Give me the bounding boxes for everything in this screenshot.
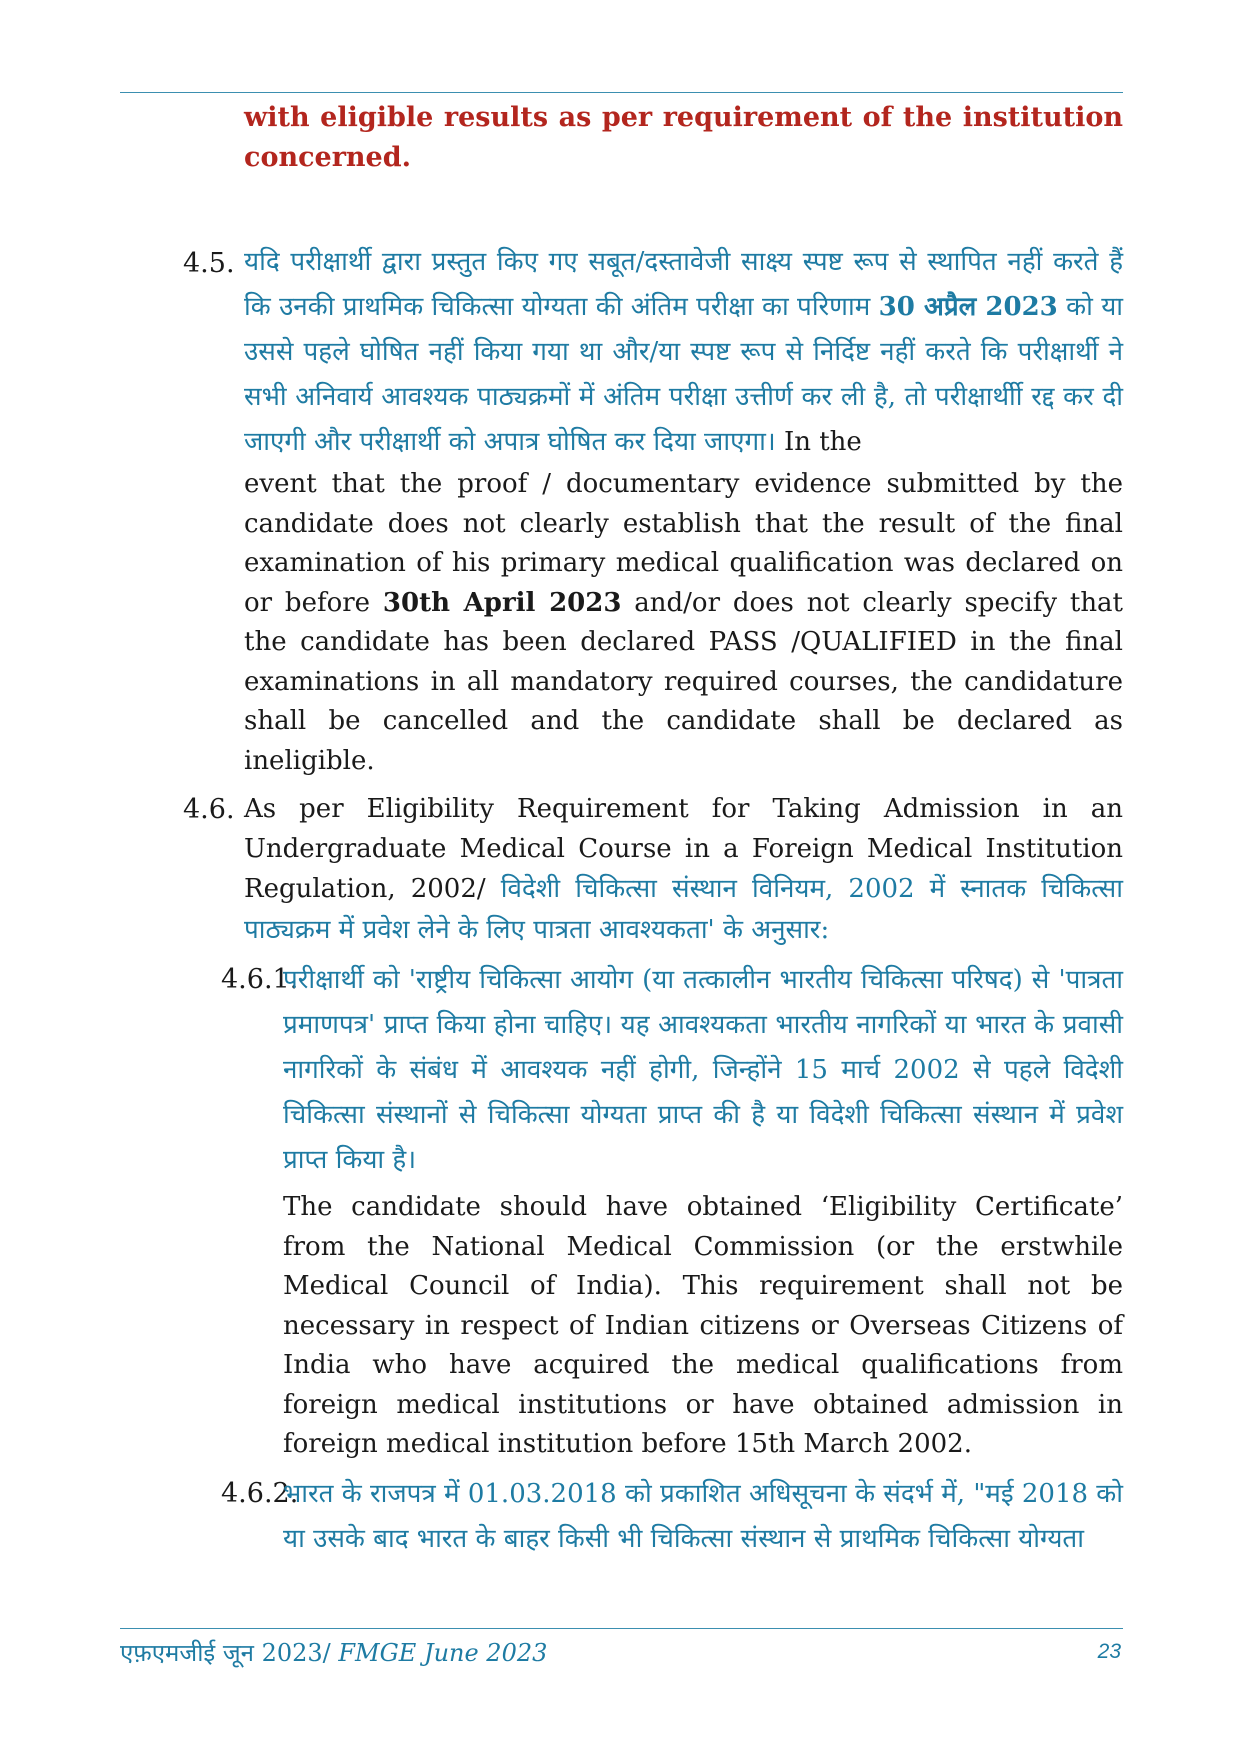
section-4-6-body xyxy=(244,790,1123,946)
s45-english-a: In the xyxy=(775,427,862,457)
page-number: 23 xyxy=(1097,1640,1121,1663)
section-4-6-1-hindi: परीक्षार्थी को 'राष्ट्रीय चिकित्सा आयोग (या तत्कालीन भारतीय चिकित्सा परिषद) से 'पात्रता प्रमाणपत्र' प्राप्त किया होना चाहिए। यह आवश्यकता भारतीय नागरिकों या भारत के प्रवासी नागरिकों के संबंध में आवश्यक नहीं होगी, जिन्होंने 15 मार्च 2002 से पहले विदेशी चिकित्सा संस्थानों से चिकित्सा योग्यता प्राप्त की है या विदेशी चिकित्सा संस्थान में प्रवेश प्राप्त किया है। xyxy=(283,965,1124,1175)
section-4-5-english xyxy=(244,465,1123,781)
s45-english-bold-prefix: event that the proof / documentary evidence submitted by the candidate does not clearly establish that the result of the final examination of his primary medical qualification was declared on or before xyxy=(244,469,1123,618)
section-4-5-body xyxy=(244,240,1123,465)
section-4-6-1-number: 4.6.1. xyxy=(221,964,299,995)
section-4-6-1-english: The candidate should have obtained ‘Eligibility Certificate’ from the National Medical Commission (or the erstwhile Medical Council of India). This requirement shall not be necessary in respect of Indian citizens or Overseas Citizens of India who have acquired the medical qualifications from foreign medical institutions or have obtained admission in foreign medical institution before 15th March 2002. xyxy=(283,1192,1123,1459)
section-4-6-number: 4.6. xyxy=(183,794,235,825)
s45-hindi-b: को या उससे पहले घोषित नहीं किया गया था और/या स्पष्ट रूप से निर्दिष्ट नहीं करते कि परीक्षार्थी ने सभी अनिवार्य आवश्यक पाठ्यक्रमों में अंतिम परीक्षा उत्तीर्ण कर ली है, तो परीक्षार्थीी रद्द कर दी जाएगी और परीक्षार्थी को अपात्र घोषित कर दिया जाएगा। xyxy=(244,292,1124,457)
s46-english: As per Eligibility Requirement for Taking Admission in an Undergraduate Medical Course in a Foreign Medical Institution Regulation, 2002/ xyxy=(244,794,1123,904)
s46-hindi: विदेशी चिकित्सा संस्थान विनियम, 2002 में स्नातक चिकित्सा पाठ्यक्रम में प्रवेश लेने के लिए पात्रता आवश्यकता' के अनुसार: xyxy=(244,874,1123,945)
section-4-5-number: 4.5. xyxy=(183,248,235,279)
footer-rule xyxy=(120,1628,1123,1629)
footer-english: FMGE June 2023 xyxy=(330,1639,548,1667)
s45-english-bold: 30th April 2023 xyxy=(382,587,622,618)
s45-english-b: and/or does not clearly specify that the candidate has been declared PASS /QUALIFIED in the final examinations in all mandatory required courses, the candidature shall be cancelled and the candidate shall be declared as ineligible. xyxy=(244,587,1124,776)
s45-hindi-a: यदि परीक्षार्थी द्वारा प्रस्तुत किए गए सबूत/दस्तावेजी साक्ष्य स्पष्ट रूप से स्थापित नहीं करते हैं कि उनकी प्राथमिक चिकित्सा योग्यता की अंतिम परीक्षा का परिणाम xyxy=(244,247,1123,322)
section-4-6-2-hindi: भारत के राजपत्र में 01.03.2018 को प्रकाशित अधिसूचना के संदर्भ में, "मई 2018 को या उसके बाद भारत के बाहर किसी भी चिकित्सा संस्थान से प्राथमिक चिकित्सा योग्यता xyxy=(283,1479,1123,1554)
continuation-text: with eligible results as per requirement of the institution concerned. xyxy=(244,102,1123,173)
header-rule xyxy=(120,92,1123,93)
footer-hindi: एफ़एमजीई जून 2023/ xyxy=(120,1639,331,1667)
s45-hindi-bold: 30 अप्रैल 2023 xyxy=(878,292,1058,322)
footer-title xyxy=(120,1636,547,1669)
section-4-6-2-number: 4.6.2. xyxy=(221,1478,299,1509)
